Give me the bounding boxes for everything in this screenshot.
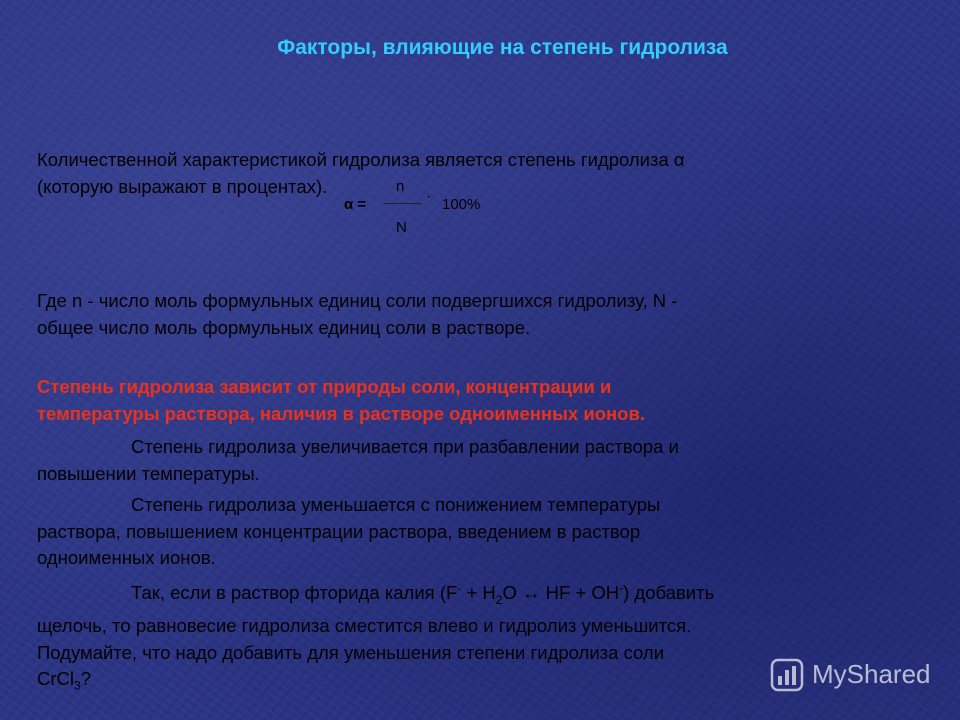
formula-numerator: n — [396, 178, 405, 195]
definition-line-1: Где n - число моль формульных единиц соли подвергшихся гидролизу, N - — [37, 290, 678, 311]
factors-line-2: температуры раствора, наличия в растворе одноименных ионов. — [37, 402, 645, 424]
formula-multiply-dot: · — [426, 188, 432, 205]
hydrolysis-degree-formula — [344, 178, 544, 238]
formula-alpha: α = — [344, 196, 367, 213]
definition-paragraph — [37, 288, 917, 341]
example-line-3: Подумайте, что надо добавить для уменьшения степени гидролиза соли — [37, 641, 665, 663]
fraction-bar — [384, 203, 422, 204]
increase-line-1: Степень гидролиза увеличивается при разбавлении раствора и — [131, 436, 679, 457]
factors-line-1: Степень гидролиза зависит от природы соли, концентрации и — [37, 376, 612, 397]
decrease-line-2: раствора, повышением концентрации раствора, введением в раствор — [37, 520, 641, 542]
intro-line-1: Количественной характеристикой гидролиза является степень гидролиза α — [37, 149, 685, 170]
definition-line-2: общее число моль формульных единиц соли в растворе. — [37, 316, 531, 338]
bar-chart-icon — [770, 658, 804, 692]
watermark — [770, 656, 950, 696]
formula-percent: 100% — [442, 196, 481, 213]
example-line-1: Так, если в раствор фторида калия ($F^- + H_2O$ ↔ HF + OH-) добавить — [131, 581, 715, 607]
watermark-text: MyShared — [812, 659, 931, 689]
decrease-paragraph — [37, 492, 917, 572]
example-line-4: CrCl$_3$? — [37, 668, 91, 694]
increase-paragraph — [37, 434, 917, 487]
slide-title: Факторы, влияющие на степень гидролиза — [277, 36, 728, 59]
example-line-2: щелочь, то равновесие гидролиза сместится влево и гидролиз уменьшится. — [37, 615, 692, 637]
intro-line-2: (которую выражают в процентах). — [37, 175, 328, 197]
decrease-line-1: Степень гидролиза уменьшается с понижением температуры — [131, 494, 661, 515]
factors-highlight — [37, 374, 917, 427]
increase-line-2: повышении температуры. — [37, 462, 260, 484]
formula-denominator: N — [396, 219, 407, 236]
decrease-line-3: одноименных ионов. — [37, 547, 216, 568]
